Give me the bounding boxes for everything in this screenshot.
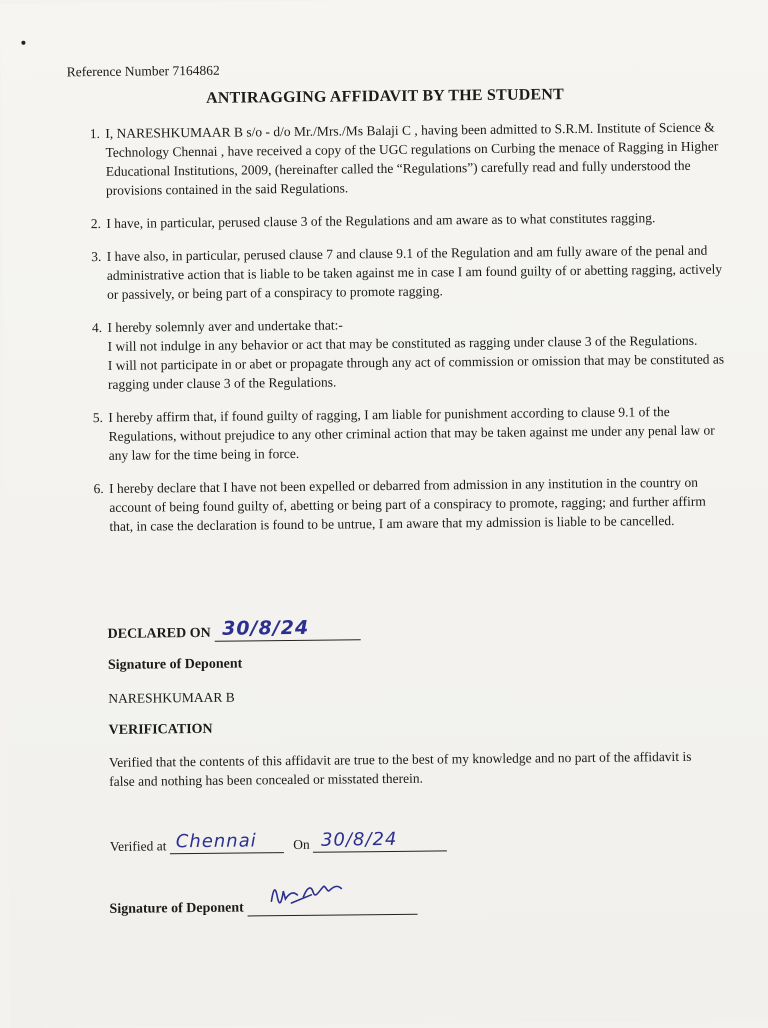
- clause-4-undertaking-2: I will not participate in or abet or propagate through any act of commission or omission that may be constituted as ragging under clause 3 of the Regulations.: [107, 351, 725, 392]
- declared-date-handwritten: 30/8/24: [222, 616, 310, 640]
- declared-on-row: [107, 616, 361, 643]
- clause-4-undertaking-1: I will not indulge in any behavior or act that may be constituted as ragging under clause 3 of the Regulations.: [107, 332, 698, 354]
- scan-speck: [21, 41, 25, 45]
- deponent-name: NARESHKUMAAR B: [108, 689, 235, 706]
- reference-number: Reference Number 7164862: [66, 62, 220, 80]
- verified-place-handwritten: Chennai: [175, 830, 257, 853]
- verified-place-line: [170, 830, 284, 854]
- signature-label: Signature of Deponent: [107, 656, 243, 673]
- verification-heading: VERIFICATION: [108, 721, 213, 738]
- clause-5: 5. I hereby affirm that, if found guilty of ragging, I am liable for punishment according to clause 9.1 of the Regulations, without prejudice to any other criminal action that may be taken against me under any penal law or any law for the time being in force.: [106, 401, 727, 464]
- signature-line: [247, 896, 417, 917]
- signature-label-2: Signature of Deponent: [109, 900, 244, 917]
- signature-row: [109, 896, 417, 918]
- clause-list: [81, 117, 727, 550]
- declared-date-line: [214, 616, 360, 642]
- declared-on-label: DECLARED ON: [107, 625, 211, 642]
- clause-6: 6. I hereby declare that I have not been expelled or debarred from admission in any institution in the country on account of being found guilty of, abetting or being part of a conspiracy to promote, ragging; and further affirm that, in case the declaration is found to be untrue, I am aware that my admission is liable to be cancelled.: [107, 472, 728, 535]
- verified-row: [109, 828, 447, 855]
- verified-date-line: [313, 828, 447, 852]
- on-label: On: [293, 836, 310, 852]
- clause-2: 2. I have, in particular, perused clause 3 of the Regulations and am aware as to what constitutes ragging.: [104, 207, 724, 232]
- verified-at-label: Verified at: [109, 838, 167, 854]
- clause-3: 3. I have also, in particular, perused clause 7 and clause 9.1 of the Regulation and am fully aware of the penal and administrative action that is liable to be taken against me in case I am found guilty of or abetting ragging, actively or passively, or being part of a conspiracy to promote ragging.: [105, 240, 726, 303]
- clause-4-lead: 4. I hereby solemnly aver and undertake that:-: [107, 317, 343, 335]
- verification-text: Verified that the contents of this affidavit are true to the best of my knowledge and no part of the affidavit is false and nothing has been concealed or misstated therein.: [108, 748, 692, 789]
- document-title: ANTIRAGGING AFFIDAVIT BY THE STUDENT: [206, 86, 564, 107]
- verified-date-handwritten: 30/8/24: [320, 828, 398, 851]
- clause-4: [105, 311, 726, 393]
- handwritten-signature: [267, 878, 357, 913]
- clause-1: 1. I, NARESHKUMAAR B s/o - d/o Mr./Mrs./Ms Balaji C , having been admitted to S.R.M. Institute of Science & Technology Chennai , have received a copy of the UGC regulations on Curbing the menace of Ragging in Higher Educational Institutions, 2009, (hereinafter called the “Regulations”) carefully read and fully understood the provisions contained in the said Regulations.: [103, 117, 724, 199]
